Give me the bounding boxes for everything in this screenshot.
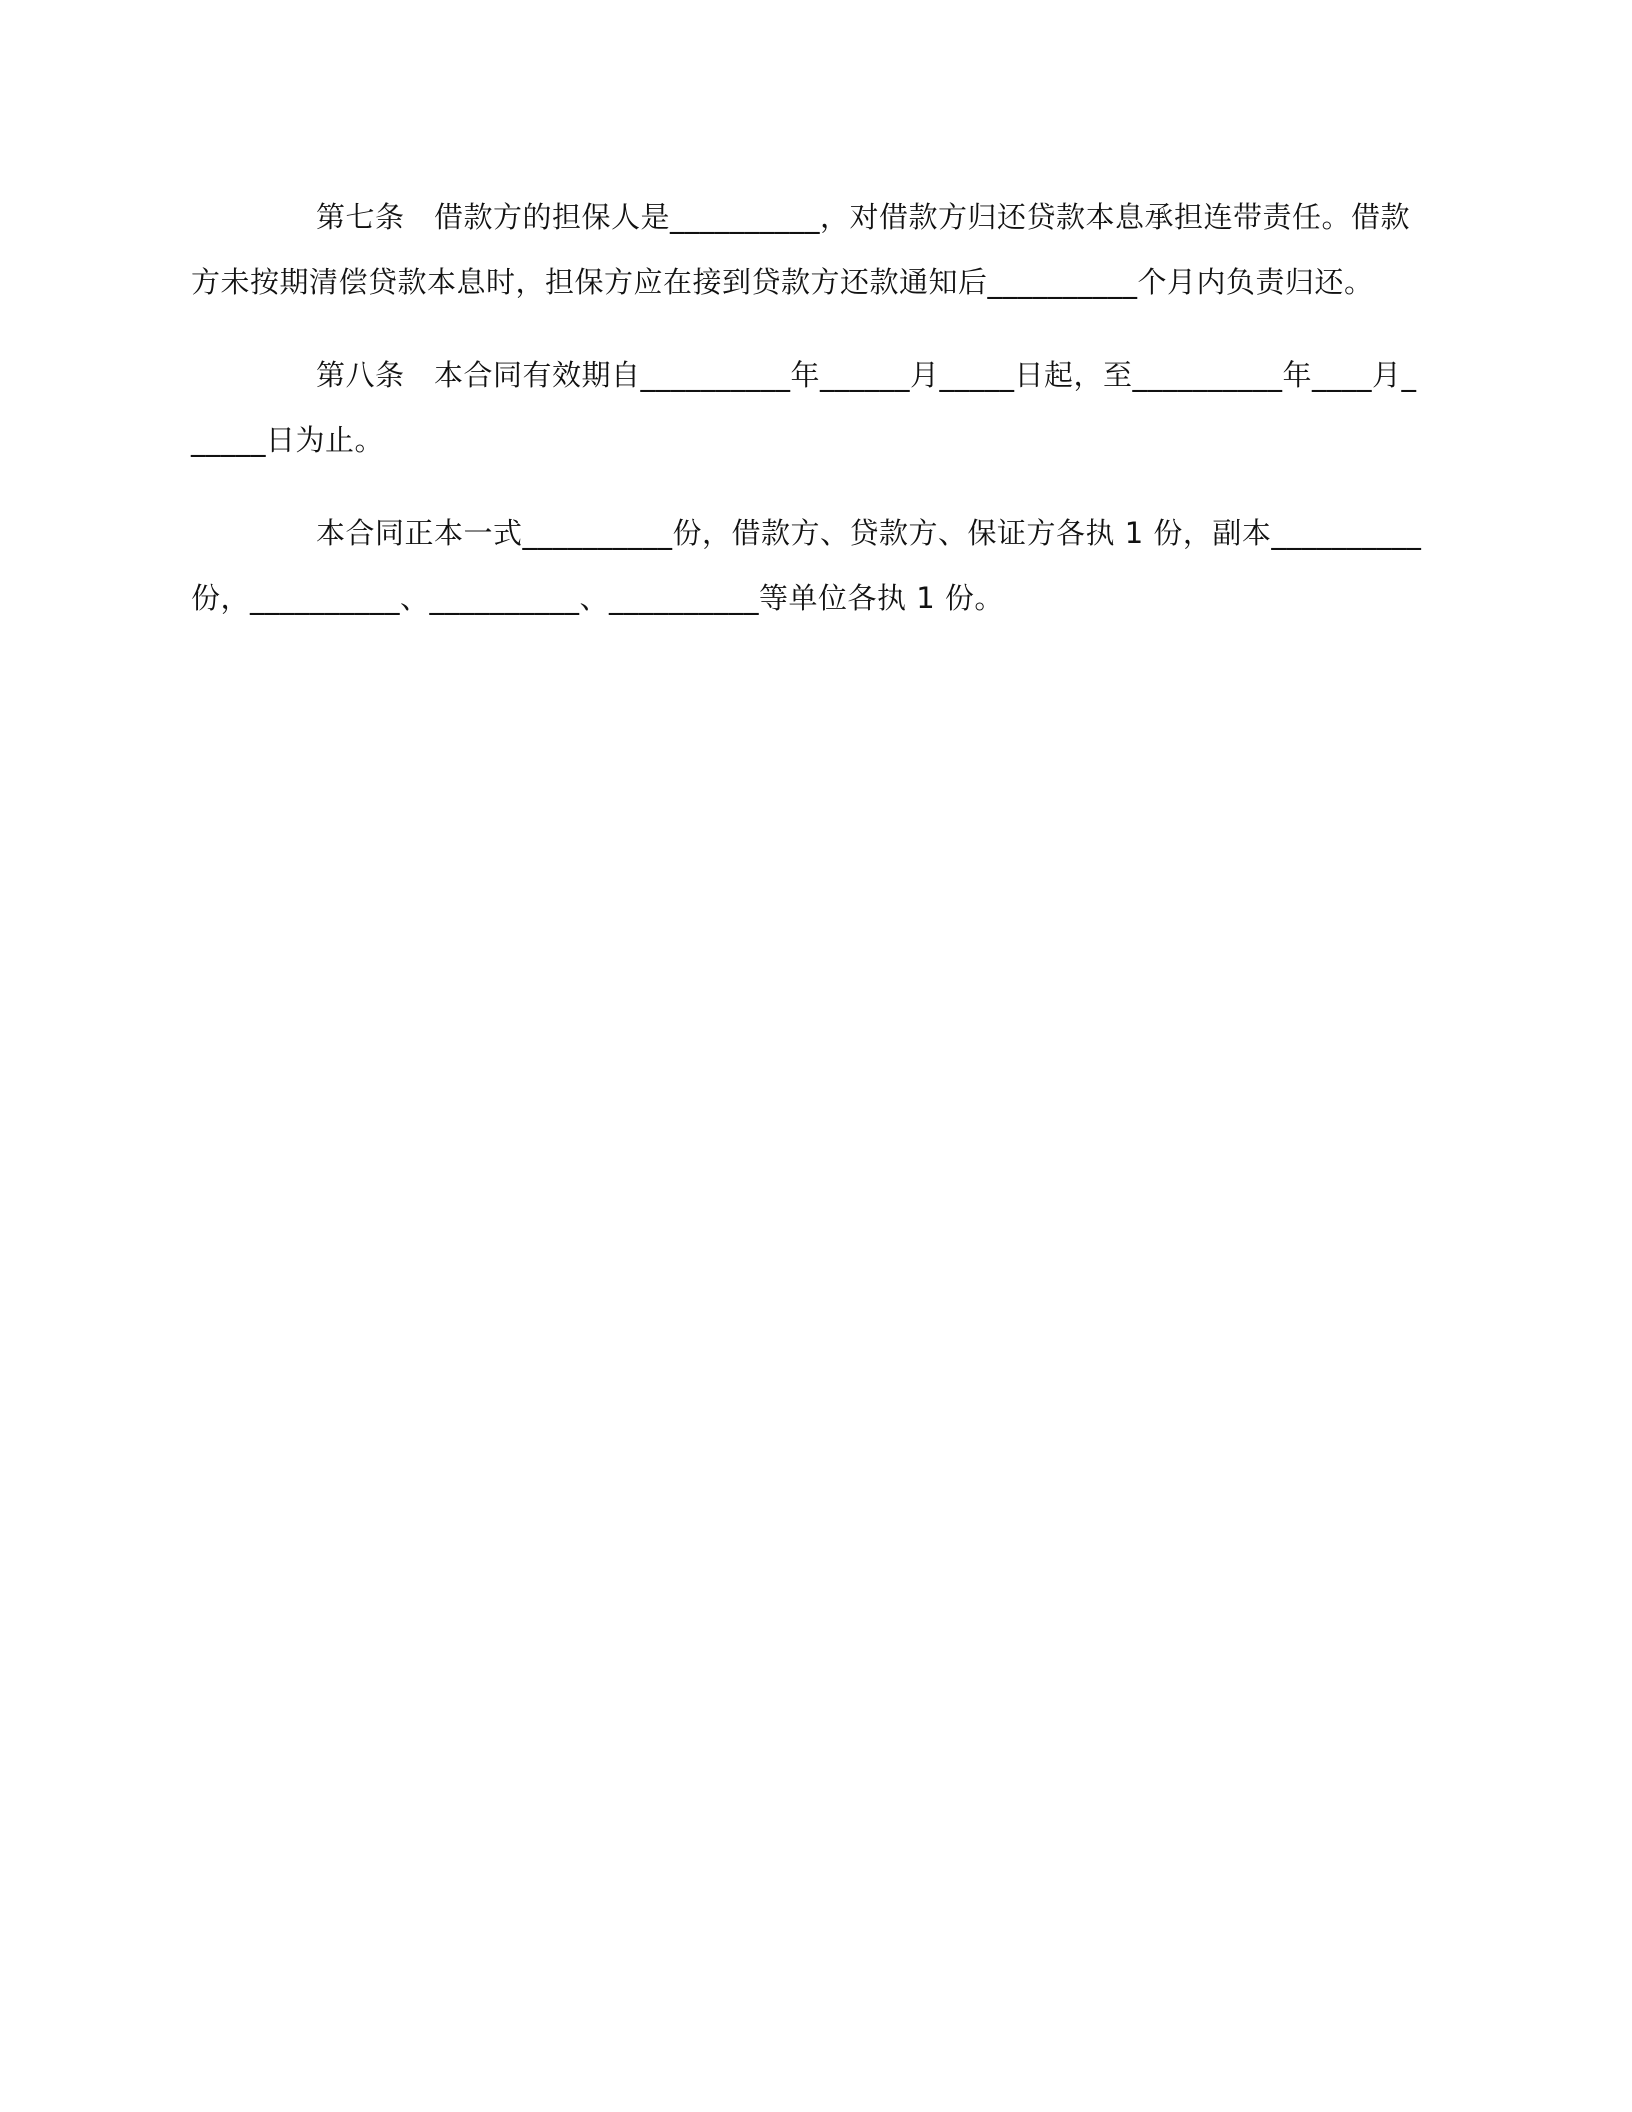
article-7-paragraph: 第七条 借款方的担保人是__________，对借款方归还贷款本息承担连带责任。借款方未按期清偿贷款本息时，担保方应在接到贷款方还款通知后__________个月内负责归还。 [191,200,1411,299]
copies-clause-paragraph: 本合同正本一式__________份，借款方、贷款方、保证方各执 1 份，副本__________份，__________、__________、__________等单位各执 1 份。 [191,516,1422,615]
document-body [191,185,1431,659]
article-8-paragraph: 第八条 本合同有效期自__________年______月_____日起，至__________年____月______日为止。 [191,358,1417,457]
